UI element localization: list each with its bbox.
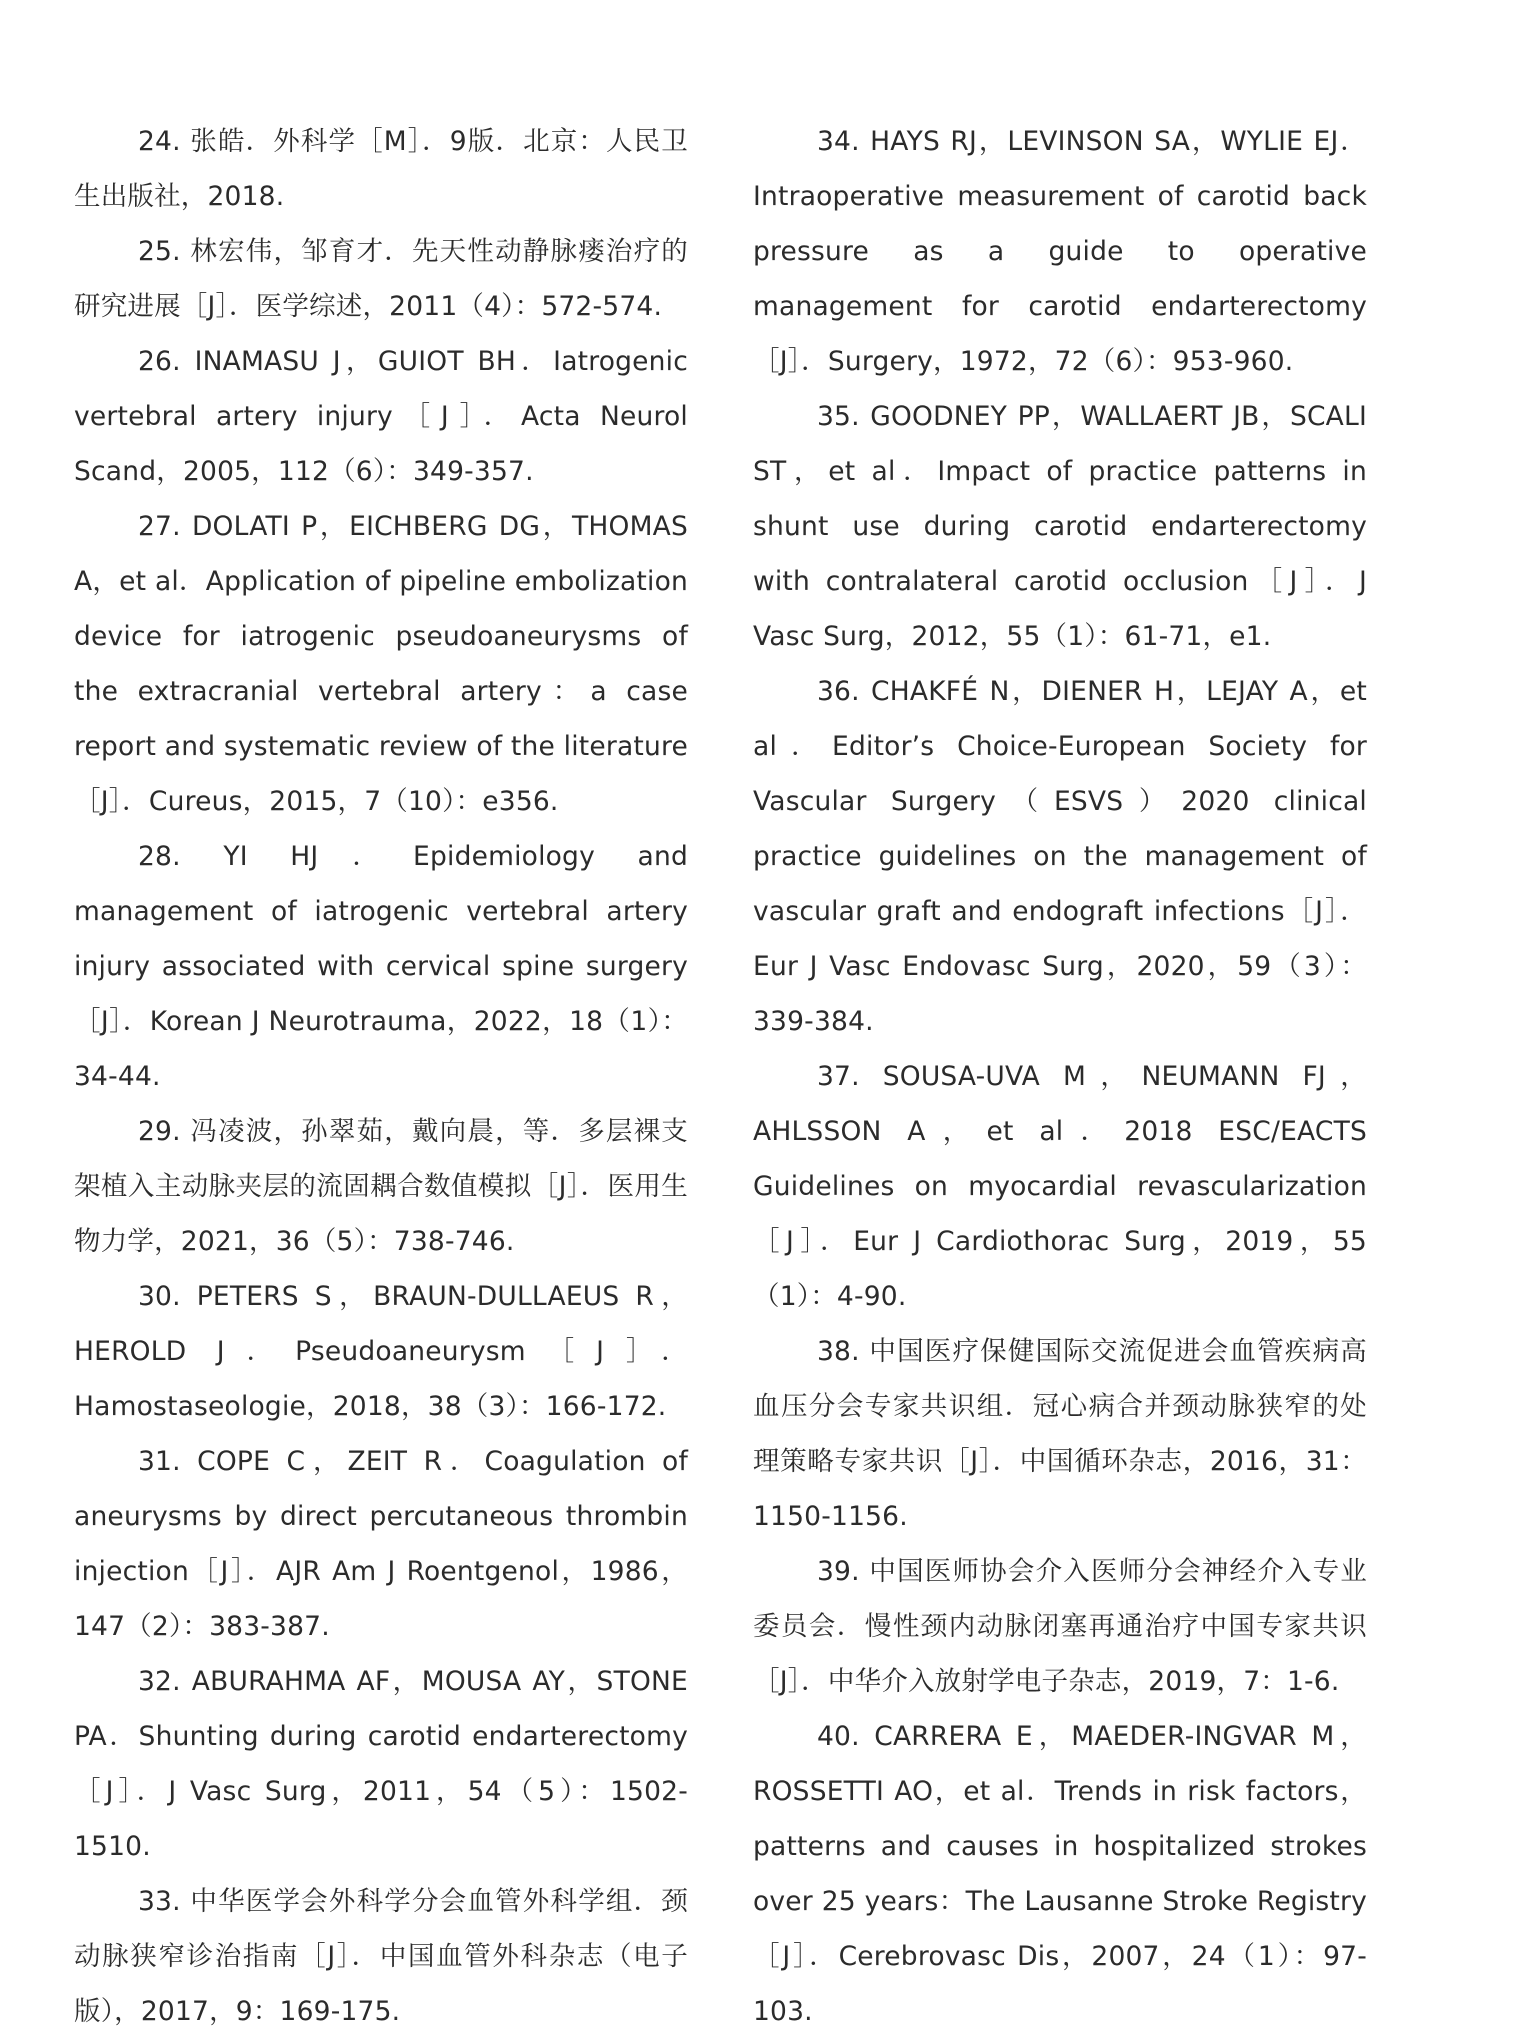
reference-40: 40. CARRERA E，MAEDER-INGVAR M，ROSSETTI AO，et al．Trends in risk factors，patterns and causes in hospitalized strokes over 25 years：The Lausanne Stroke Registry［J］．Cerebrovasc Dis，2007，24（1）：97-103.: [753, 1721, 1367, 2027]
reference-37: 37. SOUSA-UVA M，NEUMANN FJ，AHLSSON A，et al．2018 ESC/EACTS Guidelines on myocardial revascularization［J］．Eur J Cardiothorac Surg，2019，55（1）：4-90.: [753, 1061, 1367, 1312]
reference-32: 32. ABURAHMA AF，MOUSA AY，STONE PA．Shunting during carotid endarterectomy［J］．J Vasc Surg，2011，54（5）：1502-1510.: [74, 1666, 688, 1862]
references-left-column: [74, 114, 688, 2039]
reference-36: 36. CHAKFÉ N，DIENER H，LEJAY A，et al．Editor’s Choice-European Society for Vascular Surgery（ESVS）2020 clinical practice guidelines on the management of vascular graft and endograft infections［J］．Eur J Vasc Endovasc Surg，2020，59（3）：339-384.: [753, 676, 1367, 1037]
reference-28: 28. YI HJ．Epidemiology and management of iatrogenic vertebral artery injury associated with cervical spine surgery［J］．Korean J Neurotrauma，2022，18（1）：34-44.: [74, 841, 688, 1092]
reference-25: 25. 林宏伟，邹育才．先天性动静脉瘘治疗的研究进展［J］．医学综述，2011（4）：572-574.: [74, 236, 688, 322]
reference-29: 29. 冯凌波，孙翠茹，戴向晨，等．多层裸支架植入主动脉夹层的流固耦合数值模拟［J］．医用生物力学，2021，36（5）：738-746.: [74, 1116, 688, 1257]
reference-30: 30. PETERS S，BRAUN-DULLAEUS R，HEROLD J．Pseudoaneurysm［J］．Hamostaseologie，2018，38（3）：166-172.: [74, 1281, 688, 1422]
reference-26: 26. INAMASU J，GUIOT BH．Iatrogenic vertebral artery injury［J］．Acta Neurol Scand，2005，112（6）：349-357.: [74, 346, 688, 487]
reference-33: 33. 中华医学会外科学分会血管外科学组．颈动脉狭窄诊治指南［J］．中国血管外科杂志（电子版），2017，9：169-175.: [74, 1886, 688, 2027]
reference-31: 31. COPE C，ZEIT R．Coagulation of aneurysms by direct percutaneous thrombin injection［J］．AJR Am J Roentgenol，1986，147（2）：383-387.: [74, 1446, 688, 1642]
reference-24: 24. 张皓．外科学［M］．9版．北京：人民卫生出版社，2018.: [74, 126, 688, 212]
reference-38: 38. 中国医疗保健国际交流促进会血管疾病高血压分会专家共识组．冠心病合并颈动脉狭窄的处理策略专家共识［J］．中国循环杂志，2016，31：1150-1156.: [753, 1336, 1367, 1532]
reference-34: 34. HAYS RJ，LEVINSON SA，WYLIE EJ．Intraoperative measurement of carotid back pressure as a guide to operative management for carotid endarterectomy［J］．Surgery，1972，72（6）：953-960.: [753, 126, 1367, 377]
reference-35: 35. GOODNEY PP，WALLAERT JB，SCALI ST，et al．Impact of practice patterns in shunt use during carotid endarterectomy with contralateral carotid occlusion［J］．J Vasc Surg，2012，55（1）：61-71，e1.: [753, 401, 1367, 652]
reference-39: 39. 中国医师协会介入医师分会神经介入专业委员会．慢性颈内动脉闭塞再通治疗中国专家共识［J］．中华介入放射学电子杂志，2019，7：1-6.: [753, 1556, 1367, 1697]
references-right-column: [753, 114, 1367, 2039]
reference-27: 27. DOLATI P，EICHBERG DG，THOMAS A，et al．Application of pipeline embolization device for iatrogenic pseudoaneurysms of the extracranial vertebral artery：a case report and systematic review of the literature［J］．Cureus，2015，7（10）：e356.: [74, 511, 688, 817]
